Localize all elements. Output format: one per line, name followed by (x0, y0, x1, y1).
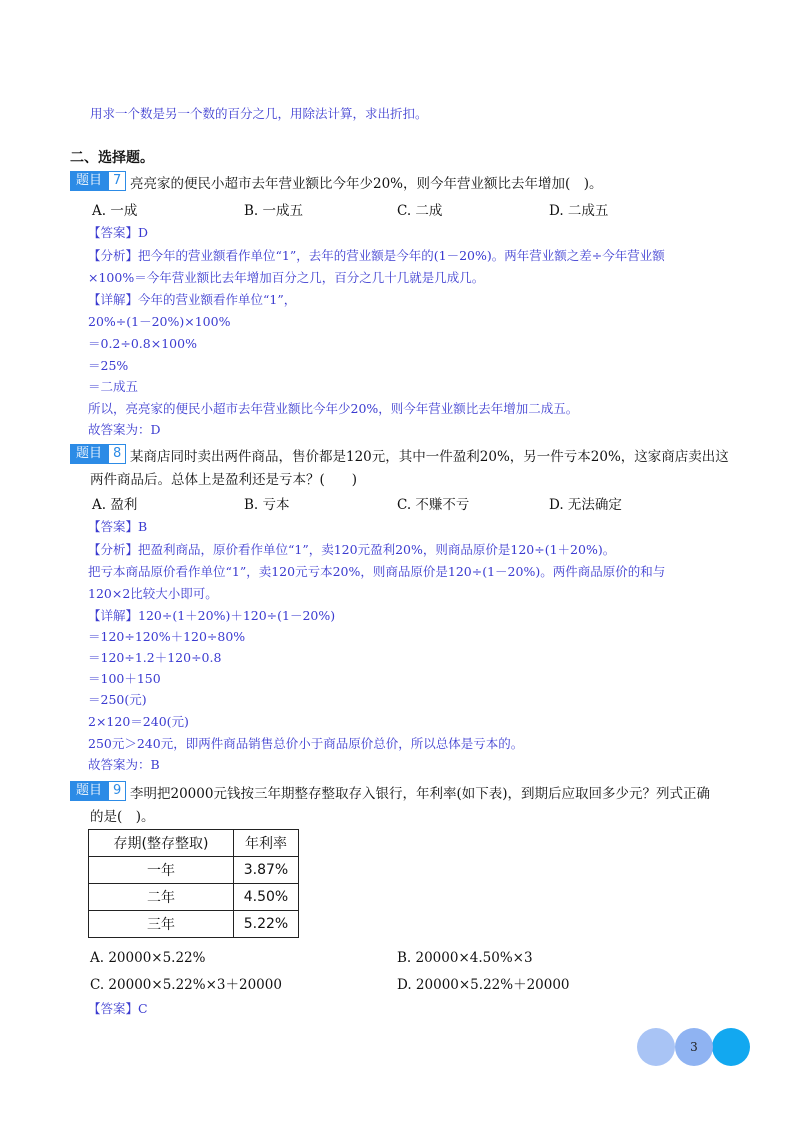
page-circle-right-decoration (712, 1028, 750, 1066)
q7-option-b[interactable]: B. 一成五 (244, 203, 304, 219)
q7-detail-line-3: ＝0.2÷0.8×100% (88, 336, 197, 351)
q8-detail-line-4: ＝100＋150 (88, 671, 161, 686)
q8-analysis-line-2: 把亏本商品原价看作单位“1”，卖120元亏本20%，则商品原价是120÷(1－20%)。两件商品原价的和与 (88, 564, 666, 579)
q8-analysis-line-3: 120×2比较大小即可。 (88, 586, 218, 601)
question-number: 7 (108, 171, 126, 191)
page-circle-left-decoration (637, 1028, 675, 1066)
q8-analysis-line-1: 【分析】把盈利商品，原价看作单位“1”，卖120元盈利20%，则商品原价是120÷(1＋20%)。 (88, 542, 616, 557)
q8-option-b[interactable]: B. 亏本 (244, 497, 290, 513)
q7-option-c[interactable]: C. 二成 (397, 203, 443, 219)
question-8-text-line-2: 两件商品后。总体上是盈利还是亏本？( ) (90, 472, 358, 488)
q8-detail-line-8: 故答案为：B (88, 757, 160, 772)
q8-option-c[interactable]: C. 不赚不亏 (397, 497, 470, 513)
table-cell: 一年 (89, 857, 234, 884)
page-number: 3 (690, 1040, 698, 1054)
question-8-tag (70, 444, 126, 464)
q7-option-d[interactable]: D. 二成五 (549, 203, 609, 219)
q7-analysis-line-2: ×100%＝今年营业额比去年增加百分之几，百分之几十几就是几成几。 (88, 270, 485, 285)
q8-detail-line-7: 250元＞240元，即两件商品销售总价小于商品原价总价，所以总体是亏本的。 (88, 736, 524, 751)
q7-analysis-line-1: 【分析】把今年的营业额看作单位“1”，去年的营业额是今年的(1－20%)。两年营业额之差÷今年营业额 (88, 248, 665, 263)
q7-answer: 【答案】D (88, 225, 149, 240)
question-8-text-line-1: 某商店同时卖出两件商品，售价都是120元，其中一件盈利20%，另一件亏本20%，这家商店卖出这 (130, 449, 729, 465)
table-row (89, 884, 299, 911)
table-header: 存期(整存整取) (89, 830, 234, 857)
table-header: 年利率 (234, 830, 299, 857)
question-number: 8 (108, 444, 126, 464)
q7-detail-line-5: ＝二成五 (88, 379, 139, 394)
table-cell: 5.22% (234, 911, 299, 938)
q7-detail-line-1: 【详解】今年的营业额看作单位“1”， (88, 292, 297, 307)
table-cell: 4.50% (234, 884, 299, 911)
question-label: 题目 (70, 444, 108, 464)
question-label: 题目 (70, 171, 108, 191)
question-7-text: 亮亮家的便民小超市去年营业额比今年少20%，则今年营业额比去年增加( )。 (130, 176, 603, 192)
question-9-text-line-1: 李明把20000元钱按三年期整存整取存入银行，年利率(如下表)，到期后应取回多少元？列式正确 (130, 786, 710, 802)
question-number: 9 (108, 781, 126, 801)
q9-option-d[interactable]: D. 20000×5.22%＋20000 (397, 977, 570, 993)
question-9-text-line-2: 的是( )。 (90, 809, 155, 825)
table-row (89, 857, 299, 884)
table-header-row (89, 830, 299, 857)
q8-detail-line-3: ＝120÷1.2＋120÷0.8 (88, 650, 222, 665)
question-9-tag (70, 781, 126, 801)
interest-rate-table (88, 829, 299, 938)
q8-answer: 【答案】B (88, 519, 148, 534)
q8-detail-line-6: 2×120＝240(元) (88, 714, 189, 729)
question-label: 题目 (70, 781, 108, 801)
table-cell: 3.87% (234, 857, 299, 884)
prev-analysis-text: 用求一个数是另一个数的百分之几，用除法计算，求出折扣。 (90, 106, 428, 121)
q9-option-a[interactable]: A. 20000×5.22% (90, 950, 206, 966)
q8-detail-line-1: 【详解】120÷(1＋20%)＋120÷(1－20%) (88, 608, 336, 623)
q7-detail-line-6: 所以，亮亮家的便民小超市去年营业额比今年少20%，则今年营业额比去年增加二成五。 (88, 401, 579, 416)
q7-detail-line-2: 20%÷(1－20%)×100% (88, 314, 231, 329)
question-7-tag (70, 171, 126, 191)
q8-detail-line-2: ＝120÷120%＋120÷80% (88, 629, 246, 644)
q9-option-b[interactable]: B. 20000×4.50%×3 (397, 950, 533, 966)
q8-detail-line-5: ＝250(元) (88, 692, 147, 707)
table-cell: 二年 (89, 884, 234, 911)
q8-option-d[interactable]: D. 无法确定 (549, 497, 622, 513)
q9-answer: 【答案】C (88, 1001, 148, 1016)
q8-option-a[interactable]: A. 盈利 (92, 497, 138, 513)
section-title: 二、选择题。 (70, 150, 154, 166)
q7-option-a[interactable]: A. 一成 (92, 203, 138, 219)
q7-detail-line-4: ＝25% (88, 358, 129, 373)
table-row (89, 911, 299, 938)
q7-detail-line-7: 故答案为：D (88, 422, 161, 437)
q9-option-c[interactable]: C. 20000×5.22%×3＋20000 (90, 977, 282, 993)
table-cell: 三年 (89, 911, 234, 938)
